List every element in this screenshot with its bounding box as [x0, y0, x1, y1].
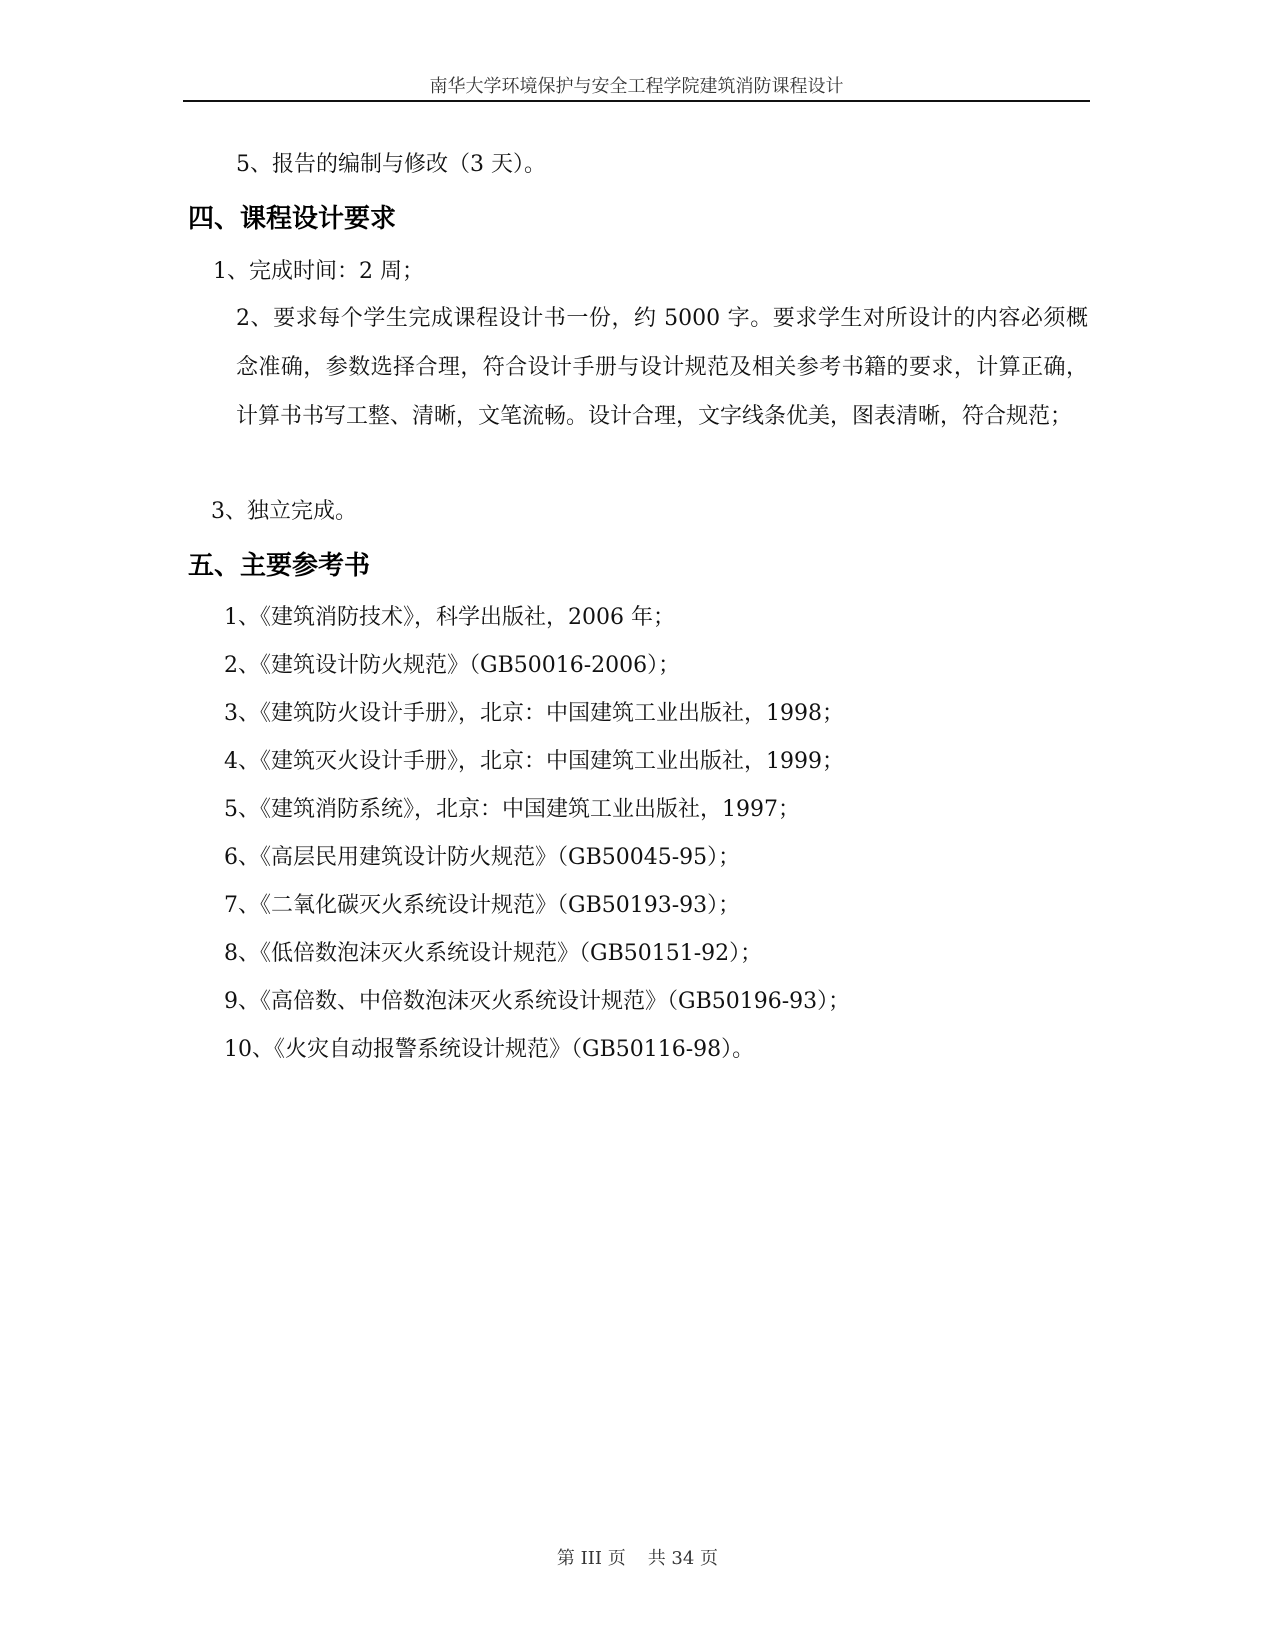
reference-item: 7、《二氧化碳灭火系统设计规范》（GB50193-93）；: [224, 893, 741, 918]
header-divider: [183, 100, 1090, 102]
reference-item: 3、《建筑防火设计手册》，北京：中国建筑工业出版社，1998；: [224, 701, 844, 726]
reference-item: 2、《建筑设计防火规范》（GB50016-2006）；: [224, 653, 681, 678]
reference-item: 4、《建筑灭火设计手册》，北京：中国建筑工业出版社，1999；: [224, 749, 844, 774]
section-4-heading: 四、课程设计要求: [188, 204, 397, 234]
reference-item: 6、《高层民用建筑设计防火规范》（GB50045-95）；: [224, 845, 741, 870]
reference-item: 8、《低倍数泡沫灭火系统设计规范》（GB50151-92）；: [224, 941, 763, 966]
reference-item: 5、《建筑消防系统》，北京：中国建筑工业出版社，1997；: [224, 797, 800, 822]
requirement-item-3: 3、独立完成。: [211, 499, 357, 524]
page-footer: [0, 1544, 1275, 1570]
reference-item: 10、《火灾自动报警系统设计规范》（GB50116-98）。: [224, 1037, 755, 1062]
page-number: 第 III 页: [556, 1548, 626, 1569]
reference-item: 9、《高倍数、中倍数泡沫灭火系统设计规范》（GB50196-93）；: [224, 989, 851, 1014]
reference-item: 1、《建筑消防技术》，科学出版社，2006 年；: [224, 605, 675, 630]
requirement-item-2: 2、要求每个学生完成课程设计书一份，约 5000 字。要求学生对所设计的内容必须概念准确，参数选择合理，符合设计手册与设计规范及相关参考书籍的要求，计算正确，计算书书写工整、清晰，文笔流畅。设计合理，文字线条优美，图表清晰，符合规范；: [236, 306, 1088, 429]
page-header: 南华大学环境保护与安全工程学院建筑消防课程设计: [429, 76, 844, 97]
requirement-item-1: 1、完成时间：2 周；: [213, 259, 424, 284]
section-5-heading: 五、主要参考书: [188, 551, 371, 581]
page-total: 共 34 页: [647, 1548, 719, 1569]
intro-item: 5、报告的编制与修改（3 天）。: [236, 152, 546, 177]
